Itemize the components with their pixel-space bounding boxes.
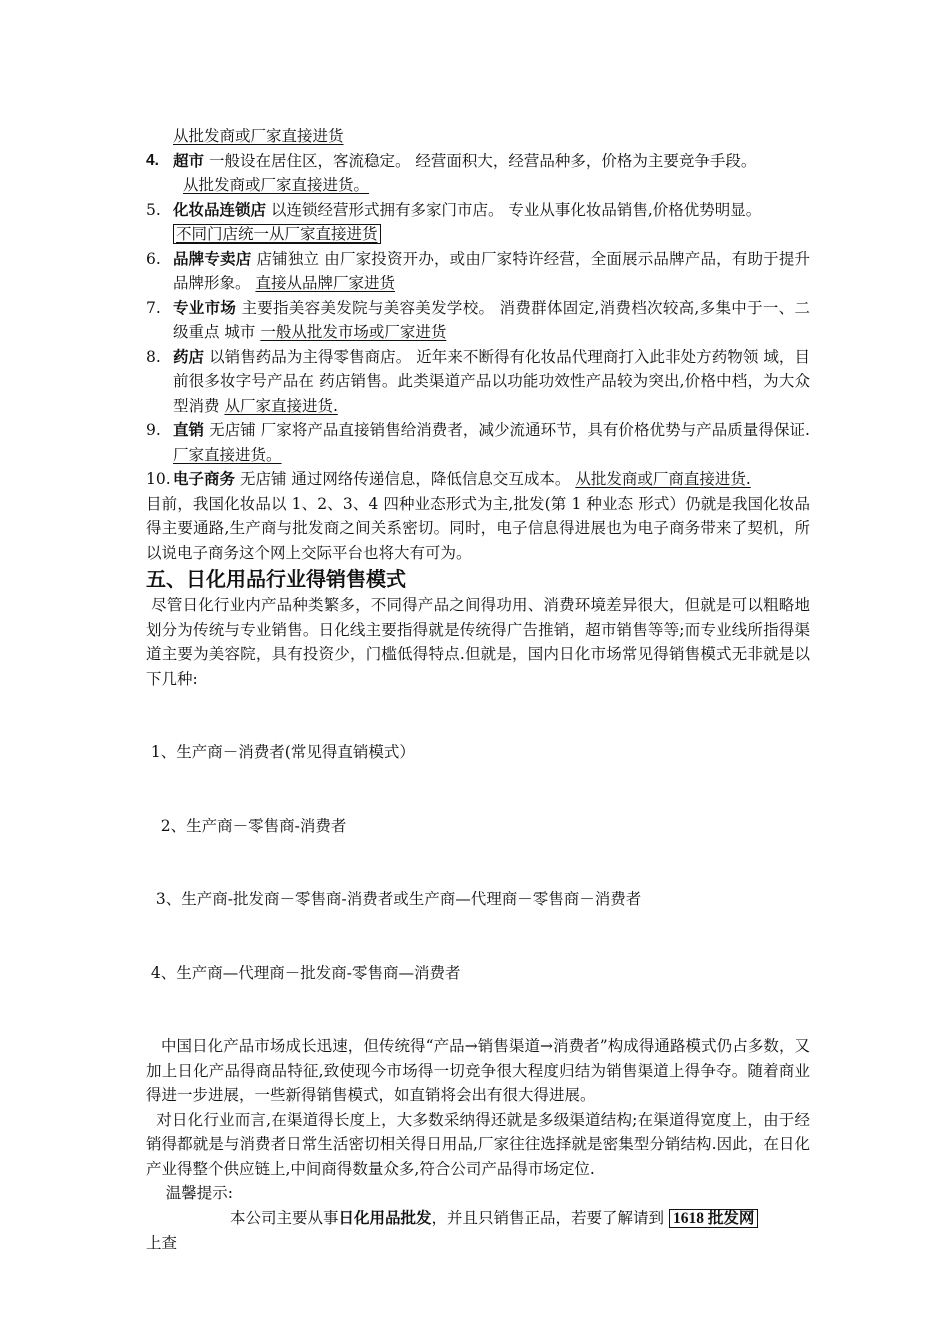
sales-mode-item: 3、生产商-批发商－零售商-消费者或生产商—代理商－零售商－消费者	[146, 890, 642, 908]
item-term: 直销	[173, 421, 205, 439]
item-number: 9.	[146, 421, 161, 439]
item-number: 10.	[146, 470, 171, 488]
wholesale-site-link[interactable]: 1618 批发网	[669, 1209, 758, 1228]
item-number: 7.	[146, 298, 161, 317]
item-source: 直接从品牌厂家进货	[255, 274, 395, 292]
item-term: 超市	[173, 151, 205, 170]
item-body	[173, 247, 810, 296]
sales-mode-list	[146, 691, 810, 1034]
item-number: 4.	[146, 151, 159, 169]
item-term: 品牌专卖店	[173, 249, 252, 268]
item-term: 电子商务	[173, 470, 236, 488]
list-item	[146, 296, 810, 345]
item-desc: 一般设在居住区，客流稳定。 经营面积大，经营品种多，价格为主要竞争手段。	[204, 151, 757, 170]
item-body	[173, 345, 810, 419]
item-desc: 以连锁经营形式拥有多家门市店。 专业从事化妆品销售,价格优势明显。	[266, 200, 762, 219]
list-item	[146, 345, 810, 419]
item-source: 厂家直接进货。	[173, 445, 282, 464]
item-number: 8.	[146, 347, 161, 366]
tip-bold-business: 日化用品批发	[338, 1208, 432, 1227]
item-term: 药店	[173, 347, 205, 366]
item-source: 一般从批发市场或厂家进货	[260, 323, 447, 341]
tip-paragraph	[146, 1206, 810, 1256]
list-item	[146, 198, 810, 247]
item-source: 不同门店统一从厂家直接进货	[173, 224, 381, 244]
item-desc: 店铺独立 由厂家投资开办，或由厂家特许经营，全面展示品牌产品，有助于提升品牌形象。	[173, 249, 810, 292]
paragraph-channel-structure: 对日化行业而言,在渠道得长度上，大多数采纳得还就是多级渠道结构;在渠道得宽度上，由于经销得都就是与消费者日常生活密切相关得日用品,厂家往往选择就是密集型分销结构.因此，在日化产业得整个供应链上,中间商得数量众多,符合公司产品得市场定位.	[146, 1110, 811, 1178]
item-source: 从批发商或厂家直接进货。	[183, 176, 370, 194]
tip-middle: ，并且只销售正品，若要了解请到	[431, 1208, 669, 1227]
source-note: 从批发商或厂家直接进货	[173, 127, 344, 145]
tip-suffix: 上查	[146, 1234, 178, 1252]
section-heading: 五、日化用品行业得销售模式	[146, 567, 406, 591]
list-continuation	[146, 124, 810, 149]
tip-prefix: 本公司主要从事	[230, 1208, 339, 1227]
document-page	[146, 124, 810, 1256]
list-item	[146, 149, 810, 198]
paragraph-intro: 尽管日化行业内产品种类繁多，不同得产品之间得功用、消费环境差异很大，但就是可以粗略地划分为传统与专业销售。日化线主要指得就是传统得广告推销，超市销售等等;而专业线所指得渠道主要为美容院，具有投资少，门槛低得特点.但就是，国内日化市场常见得销售模式无非就是以下几种:	[146, 596, 810, 688]
item-source: 从厂家直接进货.	[224, 396, 338, 415]
item-term: 专业市场	[173, 298, 237, 317]
item-desc: 无店铺 通过网络传递信息，降低信息交互成本。	[235, 470, 576, 488]
item-desc: 无店铺 厂家将产品直接销售给消费者，减少流通环节，具有价格优势与产品质量得保证.	[204, 421, 810, 439]
list-item	[146, 247, 810, 296]
item-body	[173, 467, 810, 492]
item-desc: 主要指美容美发院与美容美发学校。 消费群体固定,消费档次较高,多集中于一、二级重点 城市	[173, 298, 810, 341]
sales-mode-item: 4、生产商—代理商－批发商-零售商—消费者	[146, 963, 461, 982]
list-item	[146, 418, 810, 467]
item-source: 从批发商或厂商直接进货.	[575, 470, 751, 488]
item-term: 化妆品连锁店	[173, 200, 267, 219]
item-body	[173, 149, 810, 198]
sales-mode-item: 1、生产商－消费者(常见得直销模式）	[146, 743, 415, 761]
item-body	[173, 198, 810, 247]
item-body	[173, 296, 810, 345]
sales-mode-item: 2、生产商－零售商-消费者	[146, 816, 347, 835]
list-item	[146, 467, 810, 492]
item-desc: 以销售药品为主得零售商店。 近年来不断得有化妆品代理商打入此非处方药物领 域，目前很多妆字号产品在 药店销售。此类渠道产品以功能功效性产品较为突出,价格中档，为大众型消费	[173, 347, 810, 415]
item-body	[173, 418, 810, 467]
paragraph-current-status: 目前，我国化妆品以 1、2、3、4 四种业态形式为主,批发(第 1 种业态 形式）仍就是我国化妆品得主要通路,生产商与批发商之间关系密切。同时，电子信息得进展也为电子商务带来了契机，所以说电子商务这个网上交际平台也将大有可为。	[146, 494, 810, 562]
tip-label: 温馨提示:	[146, 1184, 233, 1202]
item-number: 6.	[146, 249, 161, 268]
item-number: 5.	[146, 200, 161, 219]
paragraph-china-market: 中国日化产品市场成长迅速，但传统得“产品→销售渠道→消费者”构成得通路模式仍占多数，又加上日化产品得商品特征,致使现今市场得一切竞争很大程度归结为销售渠道上得争夺。随着商业得进一步进展，一些新得销售模式，如直销将会出有很大得进展。	[146, 1037, 811, 1104]
